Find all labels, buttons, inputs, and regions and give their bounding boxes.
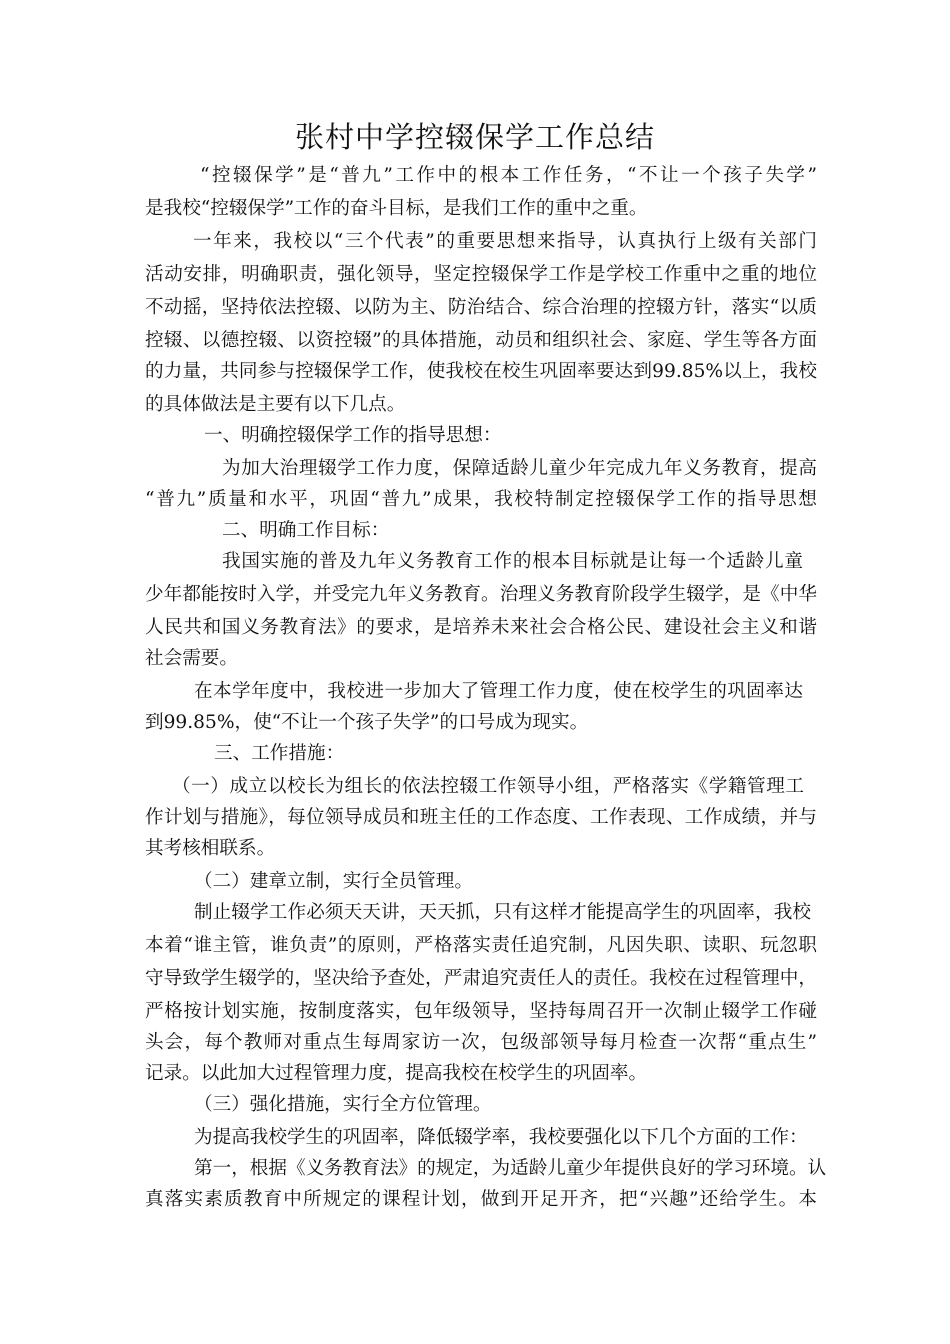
paragraph-line: 不动摇，坚持依法控辍、以防为主、防治结合、综合治理的控辍方针，落实“以质 [145, 297, 817, 318]
section-heading: 二、明确工作目标： [222, 520, 390, 541]
paragraph-line: 为加大治理辍学工作力度，保障适龄儿童少年完成九年义务教育，提高 [222, 458, 817, 479]
paragraph-line: 我国实施的普及九年义务教育工作的根本目标就是让每一个适龄儿童 [222, 551, 803, 572]
paragraph-line: 第一，根据《义务教育法》的规定，为适龄儿童少年提供良好的学习环境。认 [194, 1158, 827, 1179]
paragraph-line: 守导致学生辍学的，坚决给予查处，严肃追究责任人的责任。我校在过程管理中， [145, 968, 817, 989]
document-title: 张村中学控辍保学工作总结 [294, 120, 655, 154]
paragraph-line: “普九”质量和水平，巩固“普九”成果，我校特制定控辍保学工作的指导思想 [145, 489, 817, 510]
paragraph-line: 控辍、以德控辍、以资控辍”的具体措施，动员和组织社会、家庭、学生等各方面 [145, 330, 817, 351]
paragraph-line: 到99.85%，使“不让一个孩子失学”的口号成为现实。 [145, 712, 589, 733]
section-heading: 三、工作措施： [214, 743, 345, 764]
paragraph-line: “控辍保学”是“普九”工作中的根本工作任务，“不让一个孩子失学” [200, 165, 817, 186]
paragraph-line: 作计划与措施》，每位领导成员和班主任的工作态度、工作表现、工作成绩，并与 [145, 807, 817, 828]
subsection-heading: （三）强化措施，实行全方位管理。 [194, 1094, 492, 1115]
paragraph-line: 是我校“控辍保学”工作的奋斗目标，是我们工作的重中之重。 [145, 198, 648, 219]
subsection-heading: （二）建章立制，实行全员管理。 [194, 871, 473, 892]
paragraph-line: （一）成立以校长为组长的依法控辍工作领导小组，严格落实《学籍管理工 [172, 776, 804, 797]
paragraph-line: 严格按计划实施，按制度落实，包年级领导，坚持每周召开一次制止辍学工作碰 [145, 1001, 817, 1022]
paragraph-line: 社会需要。 [145, 648, 238, 669]
section-heading: 一、明确控辍保学工作的指导思想： [204, 425, 502, 446]
paragraph-line: 为提高我校学生的巩固率，降低辍学率，我校要强化以下几个方面的工作： [194, 1127, 808, 1148]
paragraph-line: 的力量，共同参与控辍保学工作，使我校在校生巩固率要达到99.85%以上，我校 [145, 361, 817, 382]
paragraph-line: 制止辍学工作必须天天讲，天天抓，只有这样才能提高学生的巩固率，我校 [194, 902, 811, 923]
paragraph-line: 其考核相联系。 [145, 838, 276, 859]
paragraph-line: 真落实素质教育中所规定的课程计划，做到开足开齐，把“兴趣”还给学生。本 [145, 1189, 817, 1210]
paragraph-line: 头会，每个教师对重点生每周家访一次，包级部领导每月检查一次帮“重点生” [145, 1032, 817, 1053]
paragraph-line: 少年都能按时入学，并受完九年义务教育。治理义务教育阶段学生辍学，是《中华 [145, 584, 817, 605]
paragraph-line: 记录。以此加大过程管理力度，提高我校在校学生的巩固率。 [145, 1063, 648, 1084]
paragraph-line: 人民共和国义务教育法》的要求，是培养未来社会合格公民、建设社会主义和谐 [145, 617, 817, 638]
paragraph-line: 活动安排，明确职责，强化领导，坚定控辍保学工作是学校工作重中之重的地位 [145, 264, 817, 285]
paragraph-line: 一年来，我校以“三个代表”的重要思想来指导，认真执行上级有关部门 [193, 231, 817, 252]
paragraph-line: 在本学年度中，我校进一步加大了管理工作力度，使在校学生的巩固率达 [194, 681, 803, 702]
paragraph-line: 的具体做法是主要有以下几点。 [145, 394, 406, 415]
paragraph-line: 本着“谁主管，谁负责”的原则，严格落实责任追究制，凡因失职、读职、玩忽职 [145, 935, 817, 956]
